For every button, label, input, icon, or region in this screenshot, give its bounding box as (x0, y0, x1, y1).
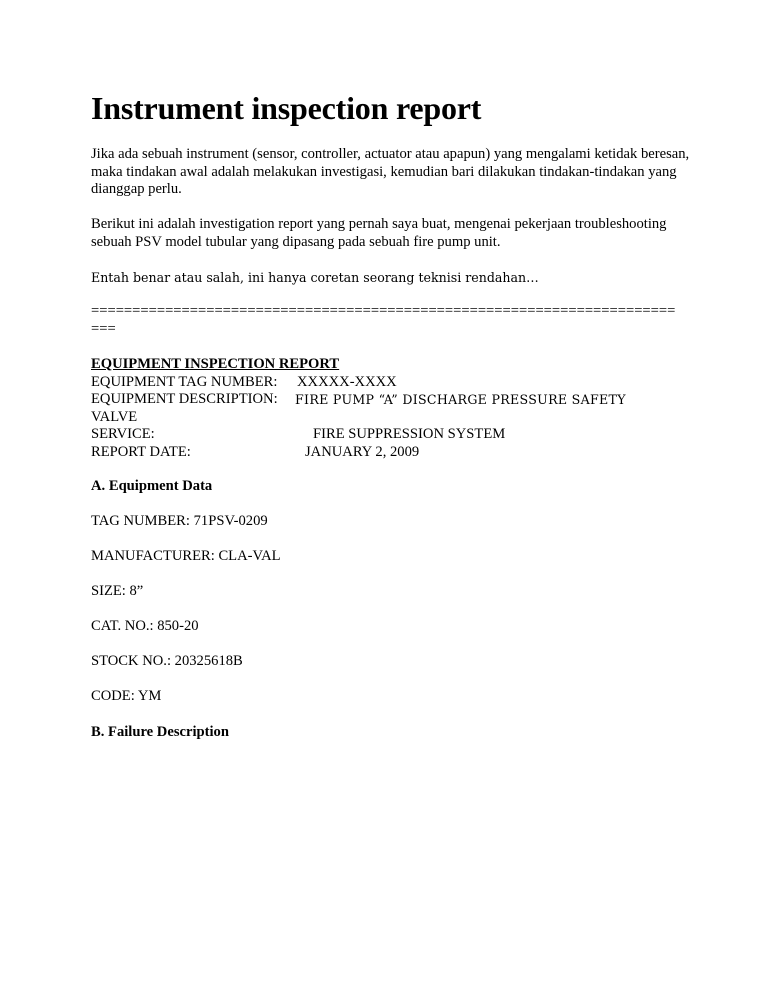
field-cat-no: CAT. NO.: 850-20 (91, 618, 199, 634)
tag-number-label: EQUIPMENT TAG NUMBER: (91, 373, 278, 390)
tag-number-value: XXXXX-XXXX (297, 373, 397, 390)
field-tag-number: TAG NUMBER: 71PSV-0209 (91, 513, 268, 529)
report-date-label: REPORT DATE: (91, 443, 191, 460)
report-heading: EQUIPMENT INSPECTION REPORT (91, 356, 340, 372)
report-date-value: JANUARY 2, 2009 (305, 443, 420, 460)
report-date-row (91, 444, 691, 462)
divider-line: ========================================================================== (91, 303, 676, 337)
service-label: SERVICE: (91, 426, 155, 442)
intro-paragraph-2: Berikut ini adalah investigation report yang pernah saya buat, mengenai pekerjaan troubleshooting sebuah PSV model tubular yang dipasang pada sebuah fire pump unit. (91, 216, 667, 250)
description-row (91, 391, 691, 409)
field-size: SIZE: 8” (91, 583, 144, 599)
field-stock-no: STOCK NO.: 20325618B (91, 653, 243, 669)
field-code: CODE: YM (91, 688, 162, 704)
page-title: Instrument inspection report (91, 90, 482, 126)
tag-number-row (91, 374, 691, 392)
description-value-continued: VALVE (91, 408, 138, 425)
intro-paragraph-1: Jika ada sebuah instrument (sensor, controller, actuator atau apapun) yang mengalami ketidak beresan, maka tindakan awal adalah melakukan investigasi, kemudian bari dilakukan tindakan-tindakan yang dianggap perlu. (91, 146, 690, 197)
section-a-heading: A. Equipment Data (91, 478, 213, 494)
description-label: EQUIPMENT DESCRIPTION: (91, 391, 278, 407)
report-header-block (91, 356, 691, 461)
intro-paragraph-3: Entah benar atau salah, ini hanya coretan seorang teknisi rendahan… (91, 269, 539, 285)
service-value: FIRE SUPPRESSION SYSTEM (313, 426, 506, 442)
field-manufacturer: MANUFACTURER: CLA-VAL (91, 548, 281, 564)
section-b-heading: B. Failure Description (91, 723, 229, 740)
document-page (91, 88, 691, 741)
description-row-continued (91, 409, 691, 427)
service-row (91, 426, 691, 444)
description-value: FIRE PUMP “A” DISCHARGE PRESSURE SAFETY (295, 392, 626, 407)
